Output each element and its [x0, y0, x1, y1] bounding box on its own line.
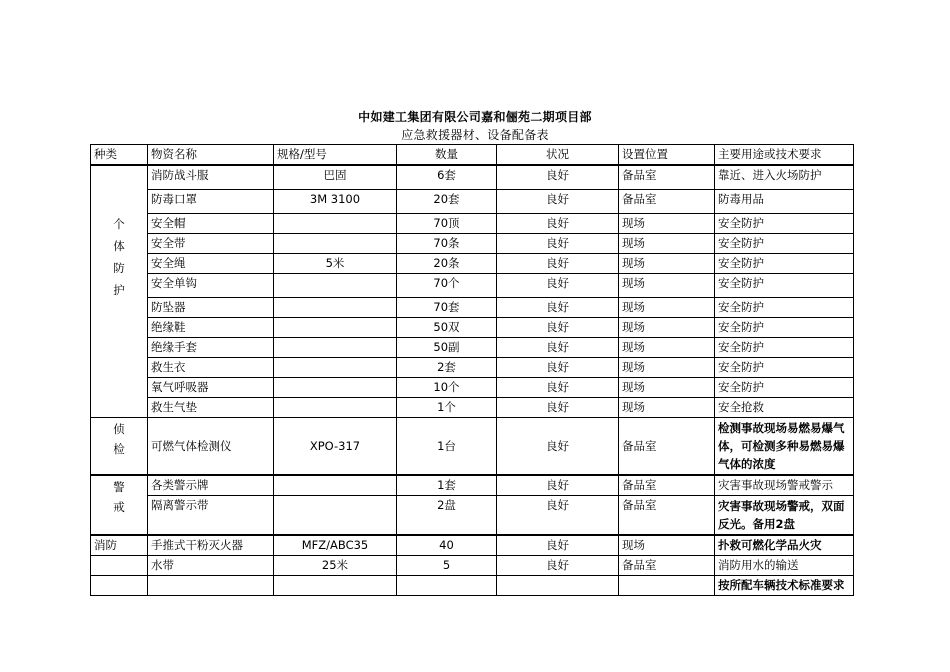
item-usage: 按所配车辆技术标准要求 — [715, 576, 854, 596]
item-status: 良好 — [497, 496, 619, 536]
item-spec — [274, 298, 397, 318]
item-qty: 6套 — [397, 165, 497, 190]
item-qty: 2套 — [397, 358, 497, 378]
item-name: 安全帽 — [148, 214, 274, 234]
table-row — [91, 496, 854, 536]
item-qty: 70套 — [397, 298, 497, 318]
item-location: 现场 — [619, 234, 715, 254]
item-location: 现场 — [619, 318, 715, 338]
category-personal: 个 体 防 护 — [91, 165, 148, 418]
category-warn: 警 戒 — [91, 475, 148, 535]
item-status: 良好 — [497, 298, 619, 318]
item-status: 良好 — [497, 475, 619, 496]
item-qty: 10个 — [397, 378, 497, 398]
item-qty: 5 — [397, 556, 497, 576]
item-location: 现场 — [619, 298, 715, 318]
item-name: 绝缘手套 — [148, 338, 274, 358]
item-spec — [274, 496, 397, 536]
item-spec: MFZ/ABC35 — [274, 535, 397, 556]
item-usage: 安全防护 — [715, 338, 854, 358]
item-status: 良好 — [497, 358, 619, 378]
table-row — [91, 535, 854, 556]
item-name: 防毒口罩 — [148, 190, 274, 214]
header-name: 物资名称 — [148, 145, 274, 166]
item-usage: 安全防护 — [715, 318, 854, 338]
item-usage: 安全防护 — [715, 358, 854, 378]
item-usage: 安全抢救 — [715, 398, 854, 418]
item-name: 安全绳 — [148, 254, 274, 274]
item-usage: 检测事故现场易燃易爆气体，可检测多种易燃易爆气体的浓度 — [715, 418, 854, 476]
item-spec — [274, 274, 397, 298]
item-location: 备品室 — [619, 165, 715, 190]
item-qty: 70条 — [397, 234, 497, 254]
item-qty: 1个 — [397, 398, 497, 418]
item-location: 现场 — [619, 274, 715, 298]
item-usage: 扑救可燃化学品火灾 — [715, 535, 854, 556]
item-usage: 灾害事故现场警戒警示 — [715, 475, 854, 496]
item-usage: 靠近、进入火场防护 — [715, 165, 854, 190]
table-row — [91, 398, 854, 418]
item-location — [619, 576, 715, 596]
item-status: 良好 — [497, 234, 619, 254]
item-usage: 安全防护 — [715, 378, 854, 398]
item-qty: 70顶 — [397, 214, 497, 234]
item-spec: XPO-317 — [274, 418, 397, 476]
table-row — [91, 338, 854, 358]
item-usage: 灾害事故现场警戒，双面反光。备用2盘 — [715, 496, 854, 536]
item-name: 隔离警示带 — [148, 496, 274, 536]
table-row — [91, 358, 854, 378]
table-row — [91, 190, 854, 214]
category-detect: 侦 检 — [91, 418, 148, 476]
table-row — [91, 214, 854, 234]
item-usage: 防毒用品 — [715, 190, 854, 214]
item-location: 现场 — [619, 358, 715, 378]
item-name: 绝缘鞋 — [148, 318, 274, 338]
table-row — [91, 418, 854, 476]
category-empty — [91, 576, 148, 596]
item-usage: 安全防护 — [715, 234, 854, 254]
item-name: 手推式干粉灭火器 — [148, 535, 274, 556]
item-location: 备品室 — [619, 190, 715, 214]
item-location: 现场 — [619, 254, 715, 274]
item-usage: 安全防护 — [715, 298, 854, 318]
item-spec — [274, 378, 397, 398]
item-name: 消防战斗服 — [148, 165, 274, 190]
header-usage: 主要用途或技术要求 — [715, 145, 854, 166]
item-name: 安全单钩 — [148, 274, 274, 298]
item-status: 良好 — [497, 535, 619, 556]
header-status: 状况 — [497, 145, 619, 166]
item-location: 备品室 — [619, 475, 715, 496]
table-row — [91, 298, 854, 318]
header-category: 种类 — [91, 145, 148, 166]
category-fire: 消防 — [91, 535, 148, 556]
item-status: 良好 — [497, 165, 619, 190]
item-spec — [274, 576, 397, 596]
item-status: 良好 — [497, 378, 619, 398]
item-name: 救生衣 — [148, 358, 274, 378]
item-qty: 50副 — [397, 338, 497, 358]
item-spec: 3M 3100 — [274, 190, 397, 214]
header-row — [91, 145, 854, 166]
item-spec: 25米 — [274, 556, 397, 576]
item-status: 良好 — [497, 274, 619, 298]
item-qty: 2盘 — [397, 496, 497, 536]
equipment-table — [90, 144, 854, 596]
item-qty: 50双 — [397, 318, 497, 338]
item-status: 良好 — [497, 338, 619, 358]
item-name: 防坠器 — [148, 298, 274, 318]
item-location: 备品室 — [619, 556, 715, 576]
item-usage: 安全防护 — [715, 214, 854, 234]
item-name: 各类警示牌 — [148, 475, 274, 496]
item-status: 良好 — [497, 318, 619, 338]
item-spec — [274, 234, 397, 254]
item-status: 良好 — [497, 214, 619, 234]
item-location: 现场 — [619, 398, 715, 418]
table-row — [91, 378, 854, 398]
header-spec: 规格/型号 — [274, 145, 397, 166]
header-qty: 数量 — [397, 145, 497, 166]
item-status: 良好 — [497, 398, 619, 418]
item-spec — [274, 338, 397, 358]
item-name: 氧气呼吸器 — [148, 378, 274, 398]
item-spec — [274, 398, 397, 418]
item-name — [148, 576, 274, 596]
item-qty — [397, 576, 497, 596]
table-row — [91, 556, 854, 576]
item-name: 可燃气体检测仪 — [148, 418, 274, 476]
item-qty: 70个 — [397, 274, 497, 298]
item-spec — [274, 475, 397, 496]
item-name: 救生气垫 — [148, 398, 274, 418]
item-qty: 1套 — [397, 475, 497, 496]
item-location: 备品室 — [619, 418, 715, 476]
item-status: 良好 — [497, 254, 619, 274]
item-location: 现场 — [619, 214, 715, 234]
item-status: 良好 — [497, 190, 619, 214]
item-qty: 20条 — [397, 254, 497, 274]
item-location: 现场 — [619, 535, 715, 556]
item-location: 备品室 — [619, 496, 715, 536]
document-subtitle: 应急救援器材、设备配备表 — [401, 128, 549, 142]
item-status — [497, 576, 619, 596]
item-status: 良好 — [497, 418, 619, 476]
item-name: 水带 — [148, 556, 274, 576]
item-name: 安全带 — [148, 234, 274, 254]
item-usage: 消防用水的输送 — [715, 556, 854, 576]
item-spec — [274, 358, 397, 378]
item-location: 现场 — [619, 338, 715, 358]
table-row — [91, 318, 854, 338]
category-empty — [91, 556, 148, 576]
header-location: 设置位置 — [619, 145, 715, 166]
item-spec: 5米 — [274, 254, 397, 274]
table-row — [91, 254, 854, 274]
table-row — [91, 165, 854, 190]
table-row — [91, 274, 854, 298]
item-spec: 巴固 — [274, 165, 397, 190]
table-row — [91, 576, 854, 596]
item-status: 良好 — [497, 556, 619, 576]
item-usage: 安全防护 — [715, 274, 854, 298]
item-qty: 20套 — [397, 190, 497, 214]
item-spec — [274, 214, 397, 234]
table-row — [91, 475, 854, 496]
item-spec — [274, 318, 397, 338]
table-row — [91, 234, 854, 254]
item-usage: 安全防护 — [715, 254, 854, 274]
item-qty: 40 — [397, 535, 497, 556]
item-location: 现场 — [619, 378, 715, 398]
document-title: 中如建工集团有限公司嘉和俪苑二期项目部 — [358, 110, 592, 124]
item-qty: 1台 — [397, 418, 497, 476]
